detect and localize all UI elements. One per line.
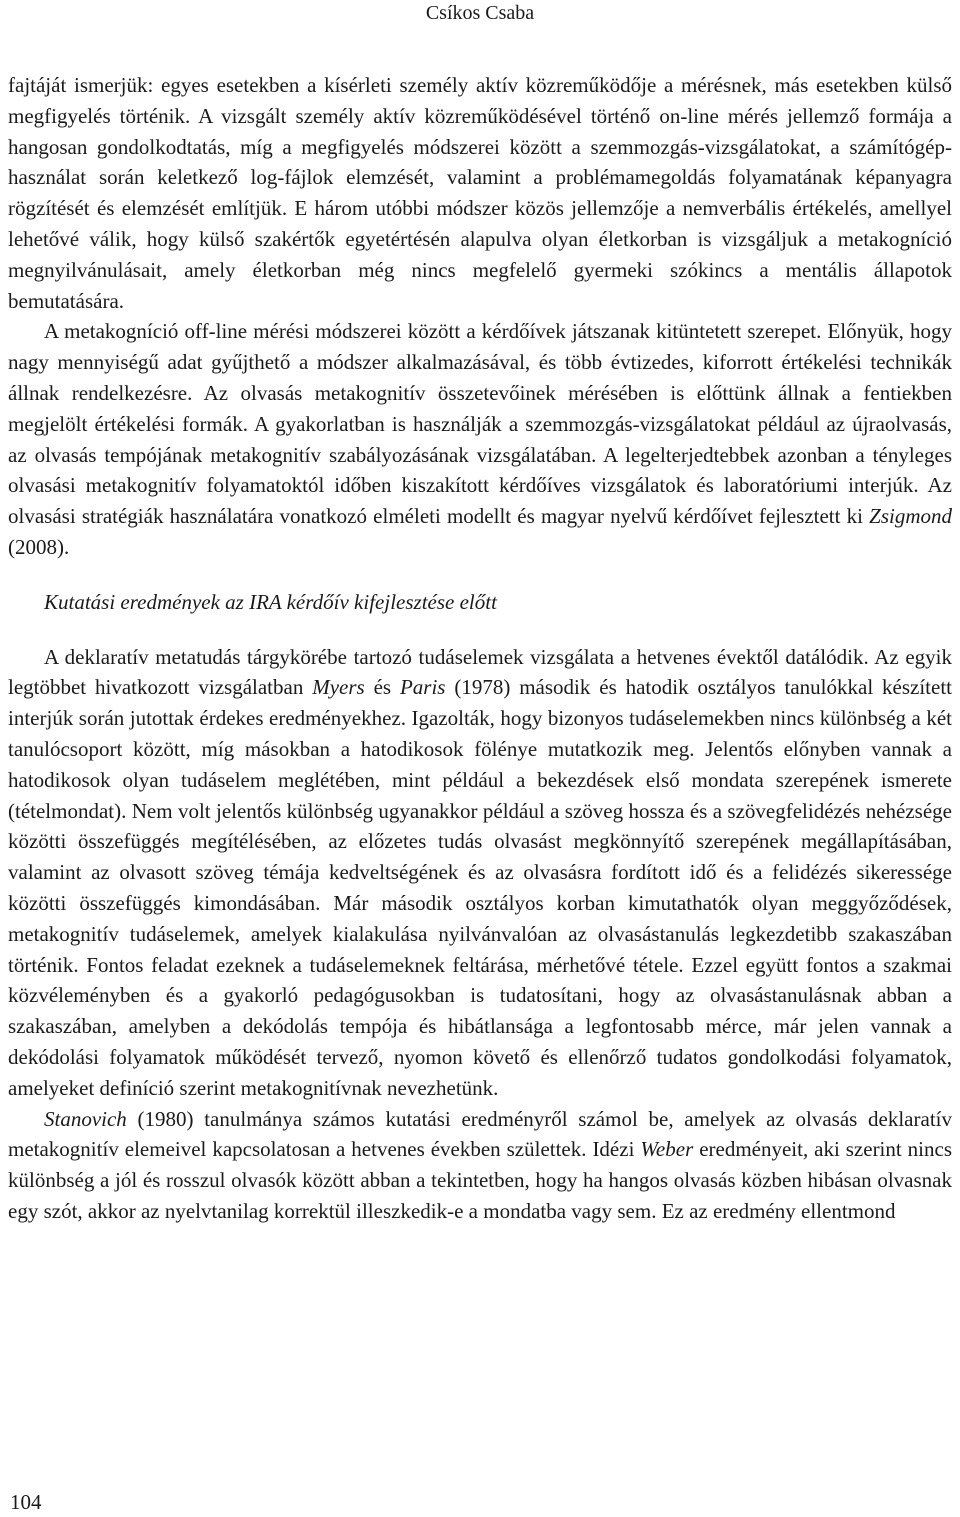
author-weber: Weber bbox=[640, 1137, 694, 1162]
body-text bbox=[8, 70, 952, 1227]
paragraph-3-text-1: A deklaratív metatudás tárgykörébe tartozó tudáselemek vizsgálata a hetvenes évektől datálódik. Az egyik legtöbbet hivatkozott vizsgálatban bbox=[8, 644, 952, 700]
paragraph-4-text-2: eredményeit, aki szerint nincs különbség a jól és rosszul olvasók között abban a tekintetben, hogy ha hangos olvasás közben hibásan olvasnak egy szót, akkor az nyelvtanilag korrektül illeszkedik-e a mondatba vagy sem. Ez az eredmény ellentmond bbox=[8, 1137, 952, 1223]
paragraph-3-text-3: (1978) második és hatodik osztályos tanulókkal készített interjúk során jutottak érdekes eredményekhez. Igazolták, hogy bizonyos tudáselemekben nincs különbség a két tanulócsoport között, míg másokban a hatodikosok fölénye mutatkozik meg. Jelentős előnyben vannak a hatodikosok olyan tudáselem meglétében, mint például a bekezdések első mondata szerepének ismerete (tételmondat). Nem volt jelentős különbség ugyanakkor például a szöveg hossza és a szövegfelidézés nehézsége közötti összefüggés megítélésében, az előzetes tudás olvasást megkönnyítő szerepének megállapításában, valamint az olvasott szöveg témája kedveltségének és az olvasásra fordított idő és a felidézés sikeressége közötti összefüggés kimondásában. Már második osztályos korban kimutathatók olyan meggyőződések, metakognitív tudáselemek, amelyek kialakulása nyilvánvalóan az olvasástanulás legkezdetibb szakaszában történik. Fontos feladat ezeknek a tudáselemeknek feltárása, mérhetővé tétele. Ezzel együtt fontos a szakmai közvéleményben és a gyakorló pedagógusokban is tudatosítani, hogy az olvasástanulásnak abban a szakaszában, amelyben a dekódolás tempója és hibátlansága a legfontosabb mérce, már jelen vannak a dekódolási folyamatok működését tervező, nyomon követő és ellenőrző tudatos gondolkodási folyamatok, amelyeket definíció szerint metakognitívnak nevezhetünk. bbox=[8, 675, 952, 1100]
author-paris: Paris bbox=[399, 675, 446, 700]
spacer bbox=[8, 618, 952, 642]
paragraph-2 bbox=[8, 316, 952, 562]
paragraph-3-text-2: és bbox=[364, 675, 400, 700]
author-zsigmond: Zsigmond bbox=[869, 504, 952, 529]
page-number: 104 bbox=[10, 1490, 42, 1514]
paragraph-2-text-1: A metakogníció off-line mérési módszerei között a kérdőívek játszanak kitüntetett szerepet. Előnyük, hogy nagy mennyiségű adat gyűjthető a módszer alkalmazásával, és több évtizedes, kiforrott értékelési technikák állnak rendelkezésre. Az olvasás metakognitív összetevőinek mérésében is előttünk állnak a fentiekben megjelölt értékelési formák. A gyakorlatban is használják a szemmozgás-vizsgálatokat például az újraolvasás, az olvasás tempójának metakognitív szabályozásának vizsgálatában. A legelterjedtebbek azonban a tényleges olvasási metakognitív folyamatoktól időben kiszakított kérdőíves vizsgálatok és laboratóriumi interjúk. Az olvasási stratégiák használatára vonatkozó elméleti modellt és magyar nyelvű kérdőívet fejlesztett ki bbox=[8, 319, 952, 529]
running-head: Csíkos Csaba bbox=[425, 2, 535, 24]
paragraph-3 bbox=[8, 642, 952, 1104]
paragraph-1 bbox=[8, 70, 952, 316]
paragraph-1-text: fajtáját ismerjük: egyes esetekben a kísérleti személy aktív közreműködője a mérésnek, más esetekben külső megfigyelés történik. A vizsgált személy aktív közreműködésével történő on-line mérés jellemző formája a hangosan gondolkodtatás, míg a megfigyelés módszerei között a szemmozgás-vizsgálatokat, a számítógép-használat során keletkező log-fájlok elemzését, valamint a problémamegoldás folyamatának képanyagra rögzítését és elemzését említjük. E három utóbbi módszer közös jellemzője a nemverbális értékelés, amellyel lehetővé válik, hogy külső szakértők egyetértésén alapulva olyan életkorban is vizsgáljuk a metakogníció megnyilvánulásait, amely életkorban még nincs megfelelő gyermeki szókincs a mentális állapotok bemutatására. bbox=[8, 73, 952, 313]
paragraph-2-text-2: (2008). bbox=[8, 534, 70, 559]
paragraph-4-text-1: (1980) tanulmánya számos kutatási eredményről számol be, amelyek az olvasás deklaratív metakognitív elemeivel kapcsolatosan a hetvenes években születtek. Idézi bbox=[8, 1106, 952, 1162]
spacer bbox=[8, 563, 952, 587]
author-myers: Myers bbox=[312, 675, 365, 700]
section-heading: Kutatási eredmények az IRA kérdőív kifejlesztése előtt bbox=[44, 589, 497, 614]
paragraph-4 bbox=[8, 1104, 952, 1227]
author-stanovich: Stanovich bbox=[44, 1106, 127, 1131]
